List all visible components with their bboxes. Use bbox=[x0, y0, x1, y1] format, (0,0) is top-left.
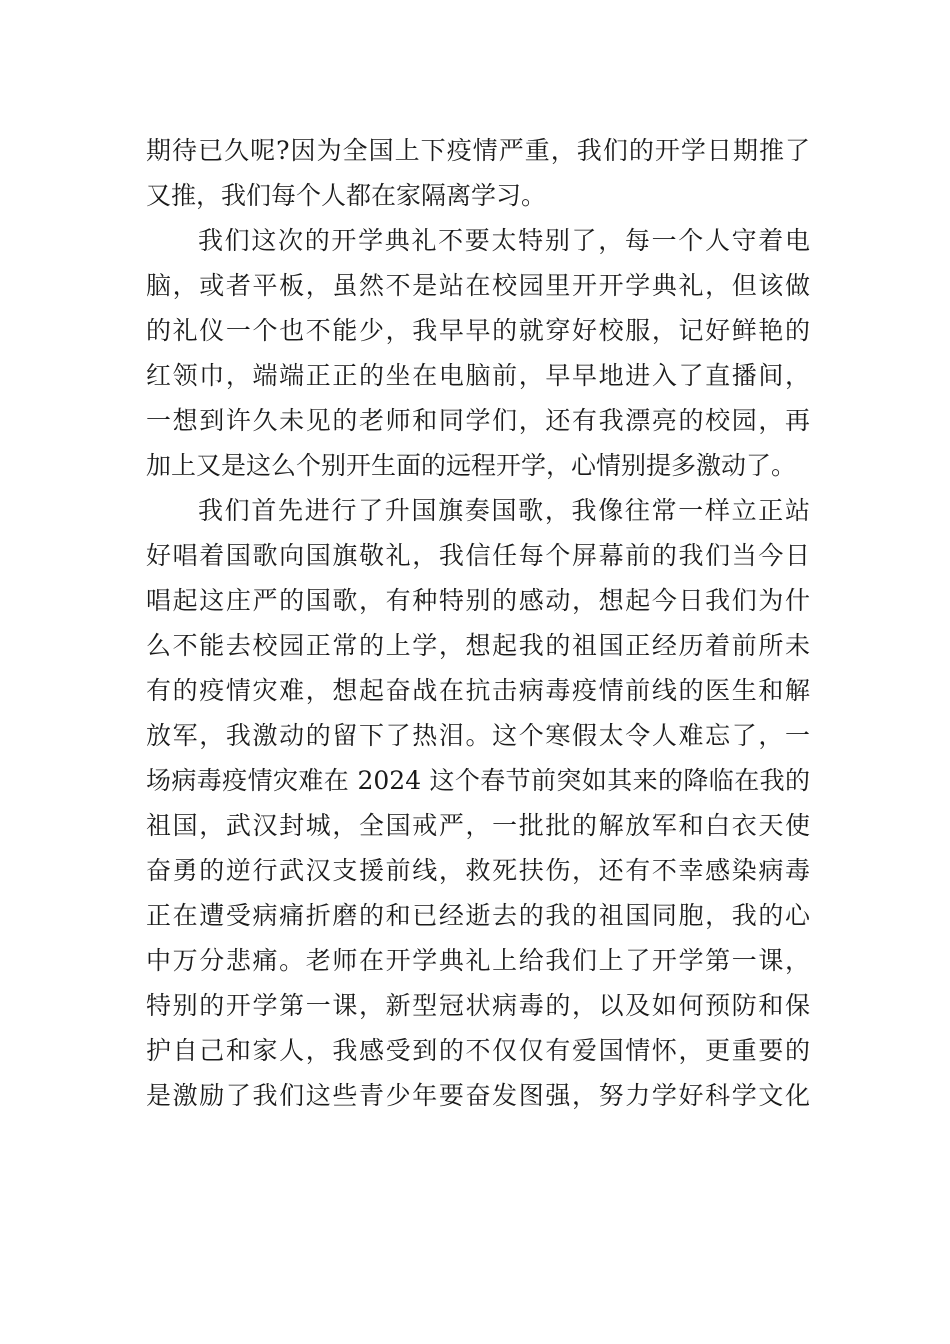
text-line: 脑，或者平板，虽然不是站在校园里开开学典礼，但该做 bbox=[146, 271, 810, 300]
text-line: 一想到许久未见的老师和同学们，还有我漂亮的校园，再 bbox=[146, 406, 810, 435]
text-line: 奋勇的逆行武汉支援前线，救死扶伤，还有不幸感染病毒 bbox=[146, 856, 810, 885]
text-line: 放军，我激动的留下了热泪。这个寒假太令人难忘了，一 bbox=[146, 721, 810, 750]
paragraph-first-line: 我们这次的开学典礼不要太特别了，每一个人守着电 bbox=[198, 226, 810, 255]
text-line: 好唱着国歌向国旗敬礼，我信任每个屏幕前的我们当今日 bbox=[146, 541, 810, 570]
text-line: 中万分悲痛。老师在开学典礼上给我们上了开学第一课， bbox=[146, 946, 810, 975]
text-line: 有的疫情灾难，想起奋战在抗击病毒疫情前线的医生和解 bbox=[146, 676, 810, 705]
text-line: 正在遭受病痛折磨的和已经逝去的我的祖国同胞，我的心 bbox=[146, 901, 810, 930]
text-line: 祖国，武汉封城，全国戒严，一批批的解放军和白衣天使 bbox=[146, 811, 810, 840]
text-line: 是激励了我们这些青少年要奋发图强，努力学好科学文化 bbox=[146, 1081, 810, 1110]
text-line: 又推，我们每个人都在家隔离学习。 bbox=[146, 181, 547, 210]
text-line: 期待已久呢?因为全国上下疫情严重，我们的开学日期推了 bbox=[146, 136, 810, 165]
text-line: 么不能去校园正常的上学，想起我的祖国正经历着前所未 bbox=[146, 631, 810, 660]
text-line: 特别的开学第一课，新型冠状病毒的，以及如何预防和保 bbox=[146, 991, 810, 1020]
text-line: 唱起这庄严的国歌，有种特别的感动，想起今日我们为什 bbox=[146, 586, 810, 615]
text-line: 场病毒疫情灾难在 2024 这个春节前突如其来的降临在我的 bbox=[146, 766, 810, 795]
text-line: 的礼仪一个也不能少，我早早的就穿好校服，记好鲜艳的 bbox=[146, 316, 810, 345]
text-line: 加上又是这么个别开生面的远程开学，心情别提多激动了。 bbox=[146, 451, 797, 480]
body-text bbox=[146, 128, 810, 1118]
paragraph-first-line: 我们首先进行了升国旗奏国歌，我像往常一样立正站 bbox=[198, 496, 810, 525]
text-line: 红领巾，端端正正的坐在电脑前，早早地进入了直播间， bbox=[146, 361, 810, 390]
text-line: 护自己和家人，我感受到的不仅仅有爱国情怀，更重要的 bbox=[146, 1036, 810, 1065]
